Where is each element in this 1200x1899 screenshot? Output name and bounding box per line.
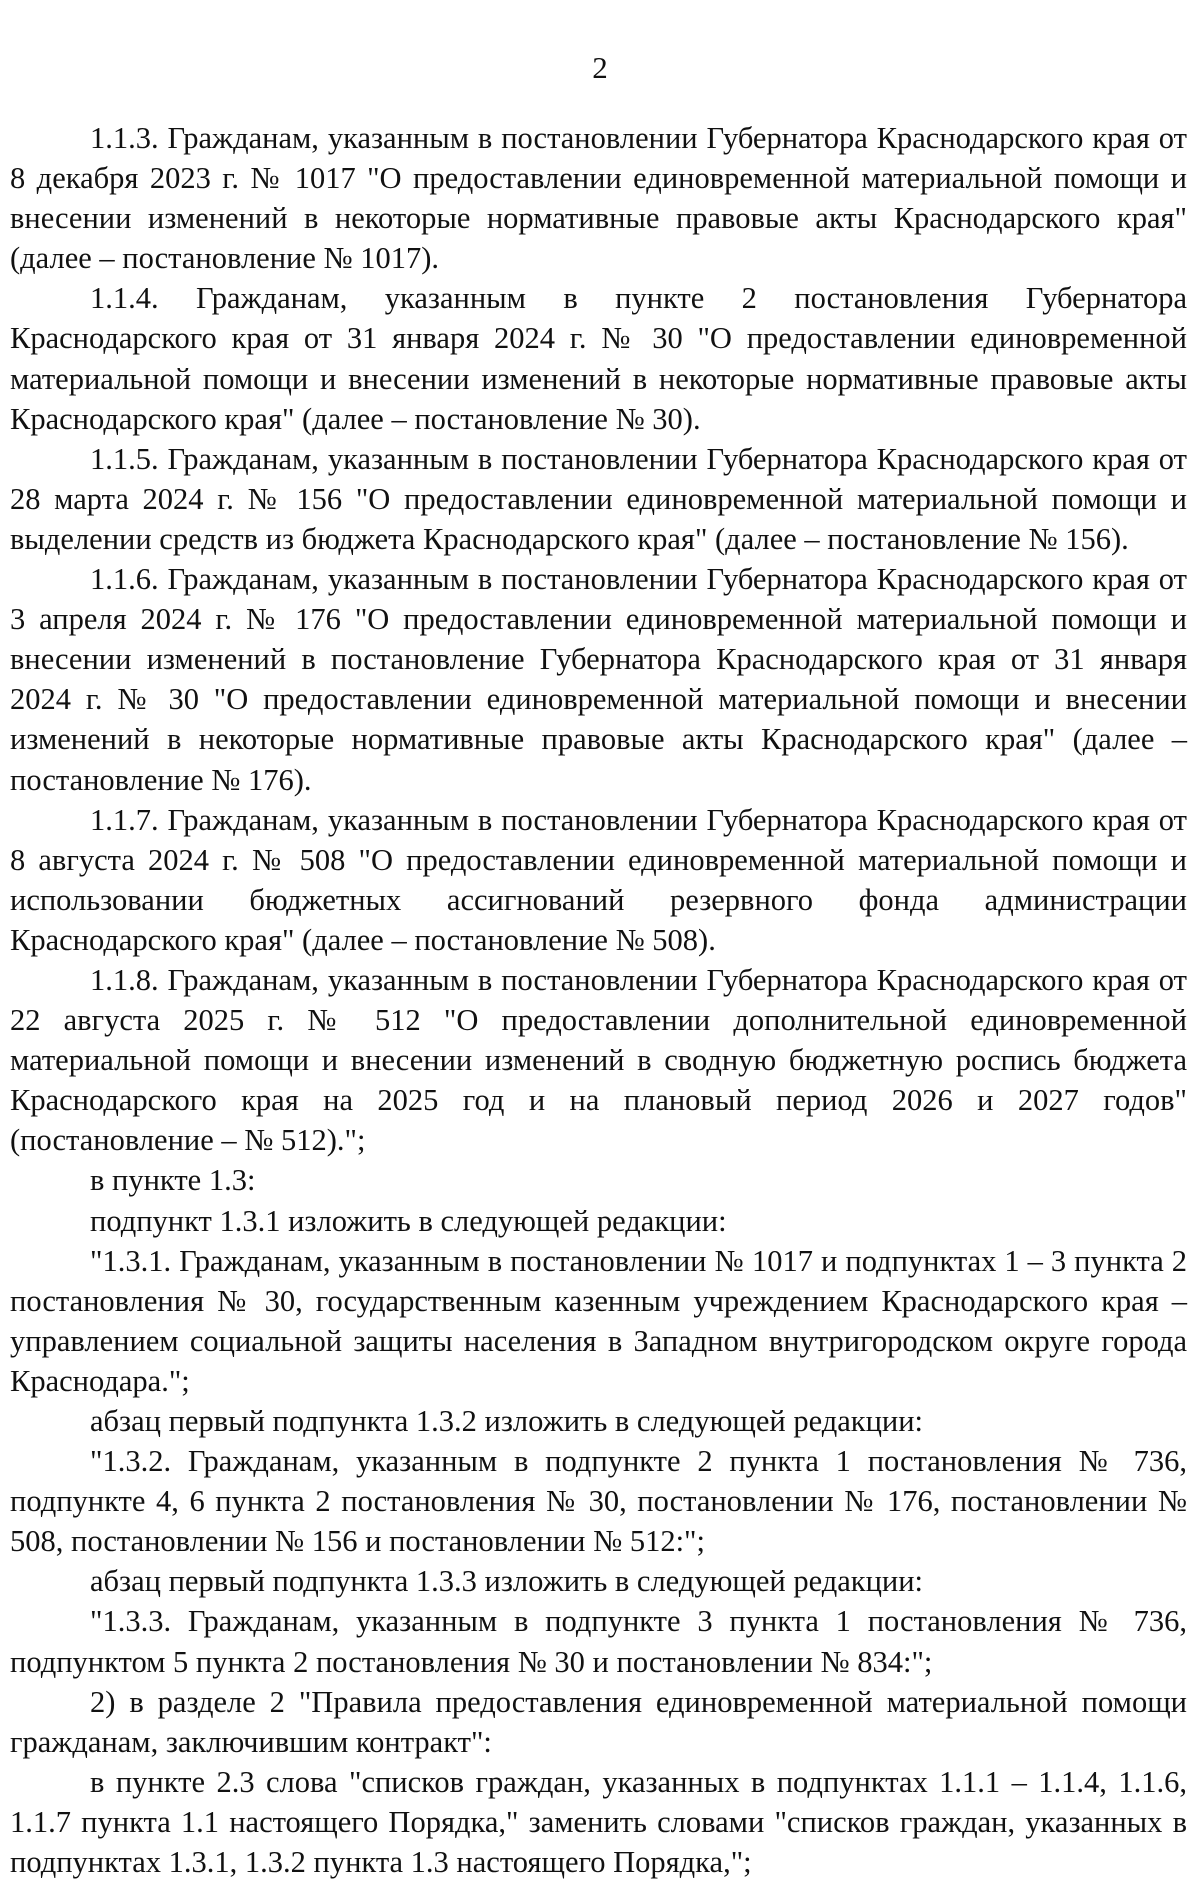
paragraph-1-1-8: 1.1.8. Гражданам, указанным в постановлении Губернатора Краснодарского края от 22 августа 2025 г. № 512 "О предоставлении дополнительной единовременной материальной помощи и внесении изменений в сводную бюджетную роспись бюджета Краснодарского края на 2025 год и на плановый период 2026 и 2027 годов" (постановление – № 512)."; — [10, 962, 1187, 1158]
paragraph-section-2: 2) в разделе 2 "Правила предоставления единовременной материальной помощи гражданам, заключившим контракт": — [10, 1684, 1187, 1759]
paragraph-item-1-3: в пункте 1.3: — [90, 1163, 256, 1198]
document-body — [10, 118, 1187, 1882]
paragraph-1-3-2-intro: абзац первый подпункта 1.3.2 изложить в следующей редакции: — [90, 1404, 924, 1438]
paragraph-1-3-1: "1.3.1. Гражданам, указанным в постановлении № 1017 и подпунктах 1 – 3 пункта 2 постановления № 30, государственным казенным учреждением Краснодарского края – управлением социальной защиты населения в Западном внутригородском округе города Краснодара."; — [10, 1243, 1187, 1398]
paragraph-1-3-3: "1.3.3. Гражданам, указанным в подпункте 3 пункта 1 постановления № 736, подпунктом 5 пункта 2 постановления № 30 и постановлении № 834:"; — [10, 1604, 1187, 1679]
paragraph-1-1-6: 1.1.6. Гражданам, указанным в постановлении Губернатора Краснодарского края от 3 апреля 2024 г. № 176 "О предоставлении единовременной материальной помощи и внесении изменений в постановление Губернатора Краснодарского края от 31 января 2024 г. № 30 "О предоставлении единовременной материальной помощи и внесении изменений в некоторые нормативные правовые акты Краснодарского края" (далее – постановление № 176). — [10, 562, 1187, 797]
paragraph-1-3-3-intro: абзац первый подпункта 1.3.3 изложить в следующей редакции: — [90, 1564, 924, 1599]
paragraph-subitem-1-3-1-intro: подпункт 1.3.1 изложить в следующей редакции: — [90, 1203, 727, 1238]
page-number: 2 — [592, 50, 608, 85]
paragraph-1-1-5: 1.1.5. Гражданам, указанным в постановлении Губернатора Краснодарского края от 28 марта 2024 г. № 156 "О предоставлении единовременной материальной помощи и выделении средств из бюджета Краснодарского края" (далее – постановление № 156). — [10, 441, 1187, 556]
paragraph-item-2-3: в пункте 2.3 слова "списков граждан, указанных в подпунктах 1.1.1 – 1.1.4, 1.1.6, 1.1.7 пункта 1.1 настоящего Порядка," заменить словами "списков граждан, указанных в подпунктах 1.3.1, 1.3.2 пункта 1.3 настоящего Порядка,"; — [10, 1764, 1187, 1880]
paragraph-1-1-4: 1.1.4. Гражданам, указанным в пункте 2 постановления Губернатора Краснодарского края от 31 января 2024 г. № 30 "О предоставлении единовременной материальной помощи и внесении изменений в некоторые нормативные правовые акты Краснодарского края" (далее – постановление № 30). — [10, 281, 1187, 436]
paragraph-1-3-2: "1.3.2. Гражданам, указанным в подпункте 2 пункта 1 постановления № 736, подпункте 4, 6 пункта 2 постановления № 30, постановлении № 176, постановлении № 508, постановлении № 156 и постановлении № 512:"; — [10, 1444, 1187, 1559]
paragraph-1-1-3: 1.1.3. Гражданам, указанным в постановлении Губернатора Краснодарского края от 8 декабря 2023 г. № 1017 "О предоставлении единовременной материальной помощи и внесении изменений в некоторые нормативные правовые акты Краснодарского края" (далее – постановление № 1017). — [10, 121, 1187, 276]
paragraph-1-1-7: 1.1.7. Гражданам, указанным в постановлении Губернатора Краснодарского края от 8 августа 2024 г. № 508 "О предоставлении единовременной материальной помощи и использовании бюджетных ассигнований резервного фонда администрации Краснодарского края" (далее – постановление № 508). — [10, 802, 1187, 957]
